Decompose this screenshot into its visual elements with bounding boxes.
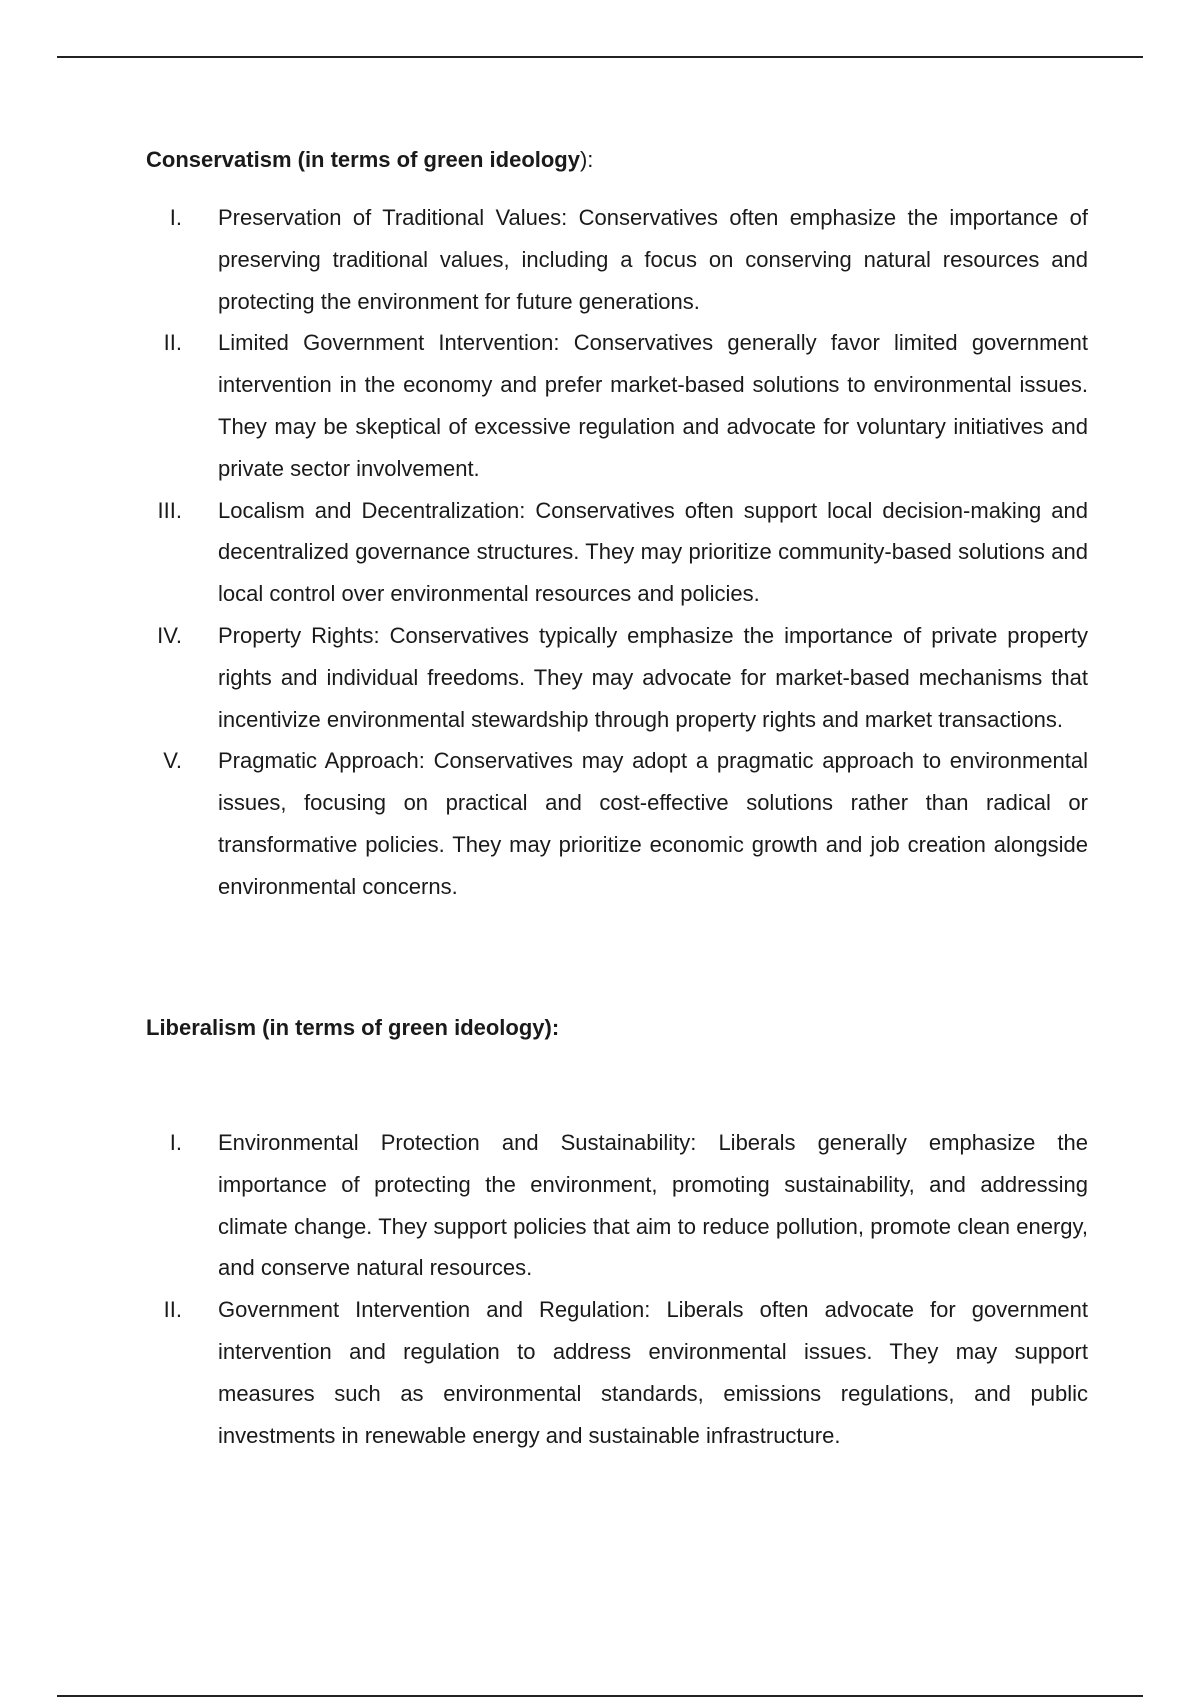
item-text: Government Intervention and Regulation: Liberals often advocate for government intervention and regulation to address environmental issues. They may support measures such as environmental standards, emissions regulations, and public investments in renewable energy and sustainable infrastructure.: [218, 1297, 1088, 1448]
list-item: [146, 615, 1088, 740]
item-text: Localism and Decentralization: Conservatives often support local decision-making and decentralized governance structures. They may prioritize community-based solutions and local control over environmental resources and policies.: [218, 497, 1088, 607]
header-rule: [57, 56, 1143, 58]
conservatism-list: [146, 197, 1088, 908]
item-number: IV.: [157, 622, 182, 648]
list-item: [146, 740, 1088, 907]
item-number: II.: [163, 330, 182, 356]
item-number: I.: [169, 1130, 182, 1155]
list-item: [146, 1289, 1088, 1456]
item-text: Pragmatic Approach: Conservatives may adopt a pragmatic approach to environmental issues, focusing on practical and cost-effective solutions rather than radical or transformative policies. They may prioritize economic growth and job creation alongside environmental concerns.: [218, 748, 1088, 899]
heading-bold-text: Conservatism (in terms of green ideology: [146, 147, 580, 172]
item-text: Preservation of Traditional Values: Conservatives often emphasize the importance of preserving traditional values, including a focus on conserving natural resources and protecting the environment for future generations.: [218, 205, 1088, 314]
item-text: Limited Government Intervention: Conservatives generally favor limited government intervention in the economy and prefer market-based solutions to environmental issues. They may be skeptical of excessive regulation and advocate for voluntary initiatives and private sector involvement.: [218, 330, 1088, 481]
footer-rule: [57, 1695, 1143, 1697]
list-item: [146, 322, 1088, 489]
section-heading-conservatism: [146, 145, 593, 175]
item-number: I.: [169, 205, 182, 230]
list-item: [146, 490, 1088, 615]
list-item: [146, 197, 1088, 322]
list-item: [146, 1122, 1088, 1289]
item-number: III.: [157, 497, 182, 523]
liberalism-list: [146, 1122, 1088, 1456]
item-text: Environmental Protection and Sustainability: Liberals generally emphasize the importance of protecting the environment, promoting sustainability, and addressing climate change. They support policies that aim to reduce pollution, promote clean energy, and conserve natural resources.: [218, 1130, 1088, 1281]
heading-plain-text: ):: [579, 147, 594, 172]
item-text: Property Rights: Conservatives typically emphasize the importance of private property rights and individual freedoms. They may advocate for market-based mechanisms that incentivize environmental stewardship through property rights and market transactions.: [218, 622, 1088, 732]
section-heading-liberalism: [146, 1013, 559, 1043]
heading-bold-text: Liberalism (in terms of green ideology):: [146, 1015, 560, 1040]
item-number: II.: [163, 1297, 182, 1323]
item-number: V.: [163, 748, 182, 774]
